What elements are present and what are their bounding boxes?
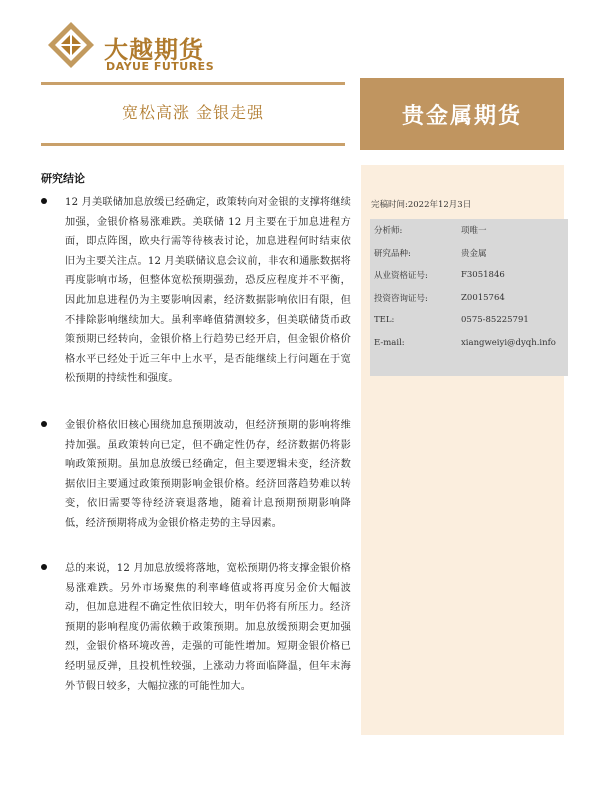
company-name-cn: 大越期货 — [104, 36, 204, 64]
paragraph-text: 金银价格依旧核心围绕加息预期波动，但经济预期的影响将维持加强。虽政策转向已定，但不确定性仍存，经济数据仍将影响政策预期。虽加息放缓已经确定，但主要逻辑未变，经济数据依旧主要通过政策预期影响金银价格。经济回落趋势难以转变，依旧需要等待经济衰退落地，随着计息预期预期影响降低，经济预期将成为金银价格走势的主导因素。 — [65, 420, 351, 529]
info-label: TEL: — [374, 315, 395, 326]
bullet-icon — [41, 198, 47, 204]
category-banner — [360, 78, 564, 150]
info-value: 项唯一 — [461, 226, 487, 237]
info-label: 投资咨询证号: — [374, 293, 428, 304]
company-name-en: DAYUE FUTURES — [106, 60, 215, 73]
info-value: 0575-85225791 — [461, 315, 529, 326]
section-title: 研究结论 — [41, 172, 85, 185]
analyst-info-table — [370, 219, 568, 376]
paragraph-text: 总的来说，12 月加息放缓将落地，宽松预期仍将支撑金银价格易涨难跌。另外市场聚焦的利率峰值或将再度另金价大幅波动，但加息进程不确定性依旧较大，明年仍将有所压力。经济预期的影响程度仍需依赖于政策预期。加息放缓预期会更加强烈，金银价格环境改善，走强的可能性增加。短期金银价格已经明显反弹，且投机性较强，上涨动力将面临降温，但年末海外节假日较多，大幅拉涨的可能性加大。 — [65, 563, 351, 692]
bullet-icon — [41, 564, 47, 570]
completion-date: 完稿时间:2022年12月3日 — [371, 200, 472, 210]
conclusion-paragraph — [41, 559, 351, 696]
info-value: 贵金属 — [461, 248, 487, 259]
company-logo — [46, 20, 276, 80]
conclusion-paragraph — [41, 193, 351, 389]
info-label: 从业资格证号: — [374, 271, 428, 282]
bullet-icon — [41, 421, 47, 427]
info-value: F3051846 — [461, 270, 505, 281]
title-divider-top — [41, 82, 345, 85]
info-row-analyst — [370, 219, 568, 242]
info-row-tel — [370, 309, 568, 332]
email-link[interactable]: xiangweiyi@dyqh.info — [461, 337, 556, 348]
info-label: 研究品种: — [374, 248, 411, 259]
info-value: Z0015764 — [461, 292, 505, 303]
info-row-license — [370, 264, 568, 287]
paragraph-text: 12 月美联储加息放缓已经确定，政策转向对金银的支撑将继续加强，金银价格易涨难跌。美联储 12 月主要在于加息进程方面，即点阵图，欧央行需等待核表讨论，加息进程何时结束依旧为主要关注点。12 月美联储议息会议前，非农和通胀数据将再度影响市场，但整体宽松预期强劲，恐反应程度并不平衡，因此加息进程仍为主要影响因素，经济数据影响依旧有限，但不排除影响继续加大。虽利率峰值猜测较多，但美联储货币政策预期已经转向，金银价格上行趋势已经开启，但金银价格价格水平已经处于近三年中上水平，是否能继续上行问题在于宽松预期的持续性和强度。 — [65, 197, 351, 385]
report-title: 宽松高涨 金银走强 — [121, 103, 265, 122]
dayue-logo-icon — [46, 20, 96, 70]
category-label: 贵金属期货 — [401, 103, 522, 129]
info-label: E-mail: — [374, 337, 405, 348]
conclusion-paragraph — [41, 416, 351, 534]
title-divider-bottom — [41, 143, 345, 146]
info-row-email — [370, 332, 568, 355]
info-row-consult — [370, 287, 568, 310]
info-label: 分析师: — [374, 226, 403, 237]
info-row-variety — [370, 242, 568, 265]
